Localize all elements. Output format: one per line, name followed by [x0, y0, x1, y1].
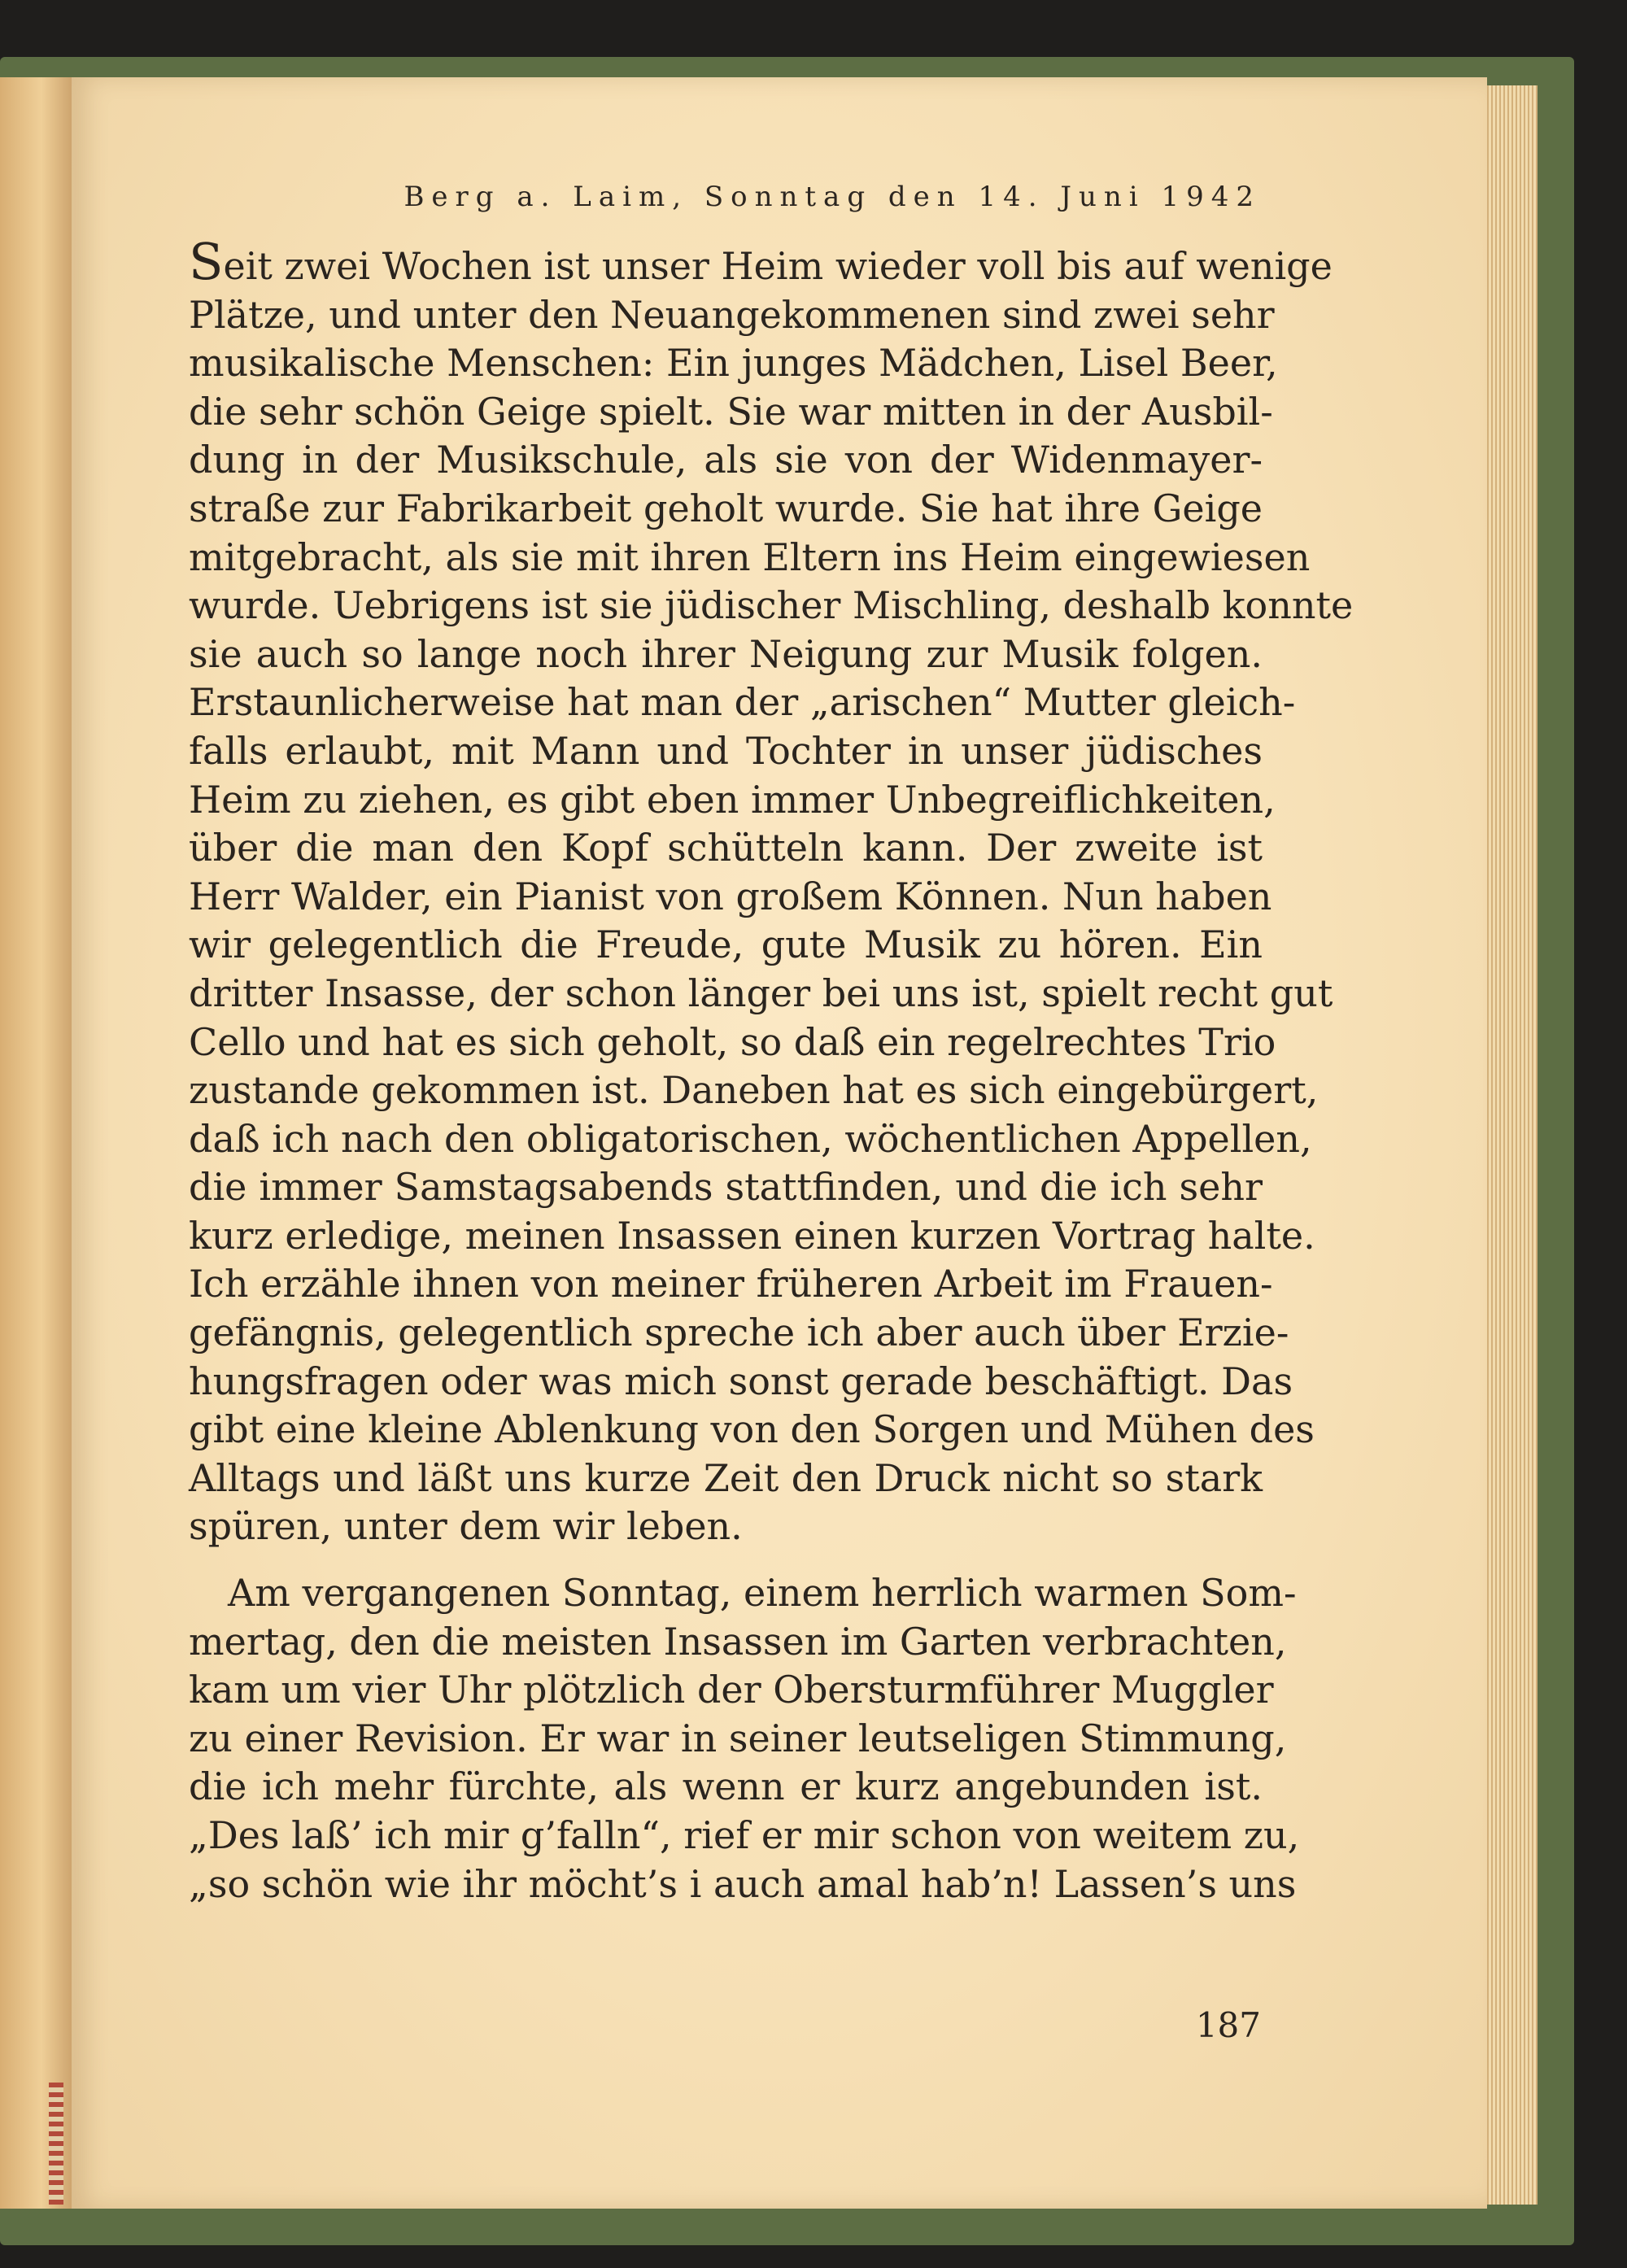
- text-line: Ich erzähle ihnen von meiner früheren Arbeit im Frauen-: [189, 1262, 1273, 1306]
- text-line: falls erlaubt, mit Mann und Tochter in unser jüdisches: [189, 728, 1263, 773]
- text-line: die immer Samstagsabends stattfinden, und die ich sehr: [189, 1165, 1263, 1210]
- text-line: die sehr schön Geige spielt. Sie war mitten in der Ausbil-: [189, 389, 1273, 434]
- text-line: Plätze, und unter den Neuangekommenen sind zwei sehr: [189, 292, 1275, 337]
- text-line: Am vergangenen Sonntag, einem herrlich warmen Som-: [228, 1571, 1297, 1616]
- text-line: straße zur Fabrikarbeit geholt wurde. Sie hat ihre Geige: [189, 486, 1263, 530]
- page-number: 187: [1195, 2005, 1261, 2045]
- text-line: „so schön wie ihr möcht’s i auch amal hab’n! Lassen’s uns: [189, 1861, 1297, 1906]
- text-line: Erstaunlicherweise hat man der „arischen“ Mutter gleich-: [189, 680, 1296, 725]
- text-line: mertag, den die meisten Insassen im Garten verbrachten,: [189, 1619, 1287, 1664]
- text-line: daß ich nach den obligatorischen, wöchentlichen Appellen,: [189, 1116, 1312, 1161]
- drop-cap: S: [189, 232, 224, 291]
- text-line: Alltags und läßt uns kurze Zeit den Druck nicht so stark: [189, 1455, 1263, 1500]
- text-line: musikalische Menschen: Ein junges Mädchen, Lisel Beer,: [189, 341, 1278, 386]
- text-line: gefängnis, gelegentlich spreche ich aber auch über Erzie-: [189, 1311, 1289, 1355]
- text-line: hungsfragen oder was mich sonst gerade beschäftigt. Das: [189, 1359, 1293, 1403]
- text-line: spüren, unter dem wir leben.: [189, 1504, 743, 1549]
- text-line: zu einer Revision. Er war in seiner leutseligen Stimmung,: [189, 1716, 1287, 1760]
- first-line-text: eit zwei Wochen ist unser Heim wieder voll bis auf wenige: [223, 244, 1333, 288]
- text-line: „Des laß’ ich mir g’falln“, rief er mir schon von weitem zu,: [189, 1813, 1300, 1857]
- text-line: Heim zu ziehen, es gibt eben immer Unbegreiflichkeiten,: [189, 777, 1276, 822]
- text-line: sie auch so lange noch ihrer Neigung zur Musik folgen.: [189, 631, 1263, 676]
- text-line: gibt eine kleine Ablenkung von den Sorgen und Mühen des: [189, 1407, 1315, 1452]
- text-line: zustande gekommen ist. Daneben hat es sich eingebürgert,: [189, 1068, 1319, 1113]
- text-line: dung in der Musikschule, als sie von der Widenmayer-: [189, 438, 1263, 482]
- text-line: kam um vier Uhr plötzlich der Obersturmführer Muggler: [189, 1668, 1274, 1712]
- text-line: dritter Insasse, der schon länger bei uns ist, spielt recht gut: [189, 970, 1333, 1015]
- text-line: die ich mehr fürchte, als wenn er kurz angebunden ist.: [189, 1764, 1263, 1809]
- left-page-edge: [0, 77, 75, 2209]
- running-header: Berg a. Laim, Sonntag den 14. Juni 1942: [403, 181, 1261, 213]
- text-line: Herr Walder, ein Pianist von großem Können. Nun haben: [189, 874, 1272, 918]
- text-line: mitgebracht, als sie mit ihren Eltern ins Heim eingewiesen: [189, 534, 1311, 579]
- text-line: wurde. Uebrigens ist sie jüdischer Mischling, deshalb konnte: [189, 583, 1354, 628]
- text-line: kurz erledige, meinen Insassen einen kurzen Vortrag halte.: [189, 1213, 1315, 1258]
- paragraph-2: [189, 1569, 1300, 1908]
- text-line: Cello und hat es sich geholt, so daß ein regelrechtes Trio: [189, 1019, 1276, 1064]
- text-line: [189, 232, 1333, 291]
- text-line: wir gelegentlich die Freude, gute Musik zu hören. Ein: [189, 922, 1263, 967]
- headband: [49, 2083, 63, 2205]
- body-text: [189, 232, 1354, 1908]
- text-line: über die man den Kopf schütteln kann. Der zweite ist: [189, 826, 1263, 870]
- paragraph-1: [189, 232, 1354, 1551]
